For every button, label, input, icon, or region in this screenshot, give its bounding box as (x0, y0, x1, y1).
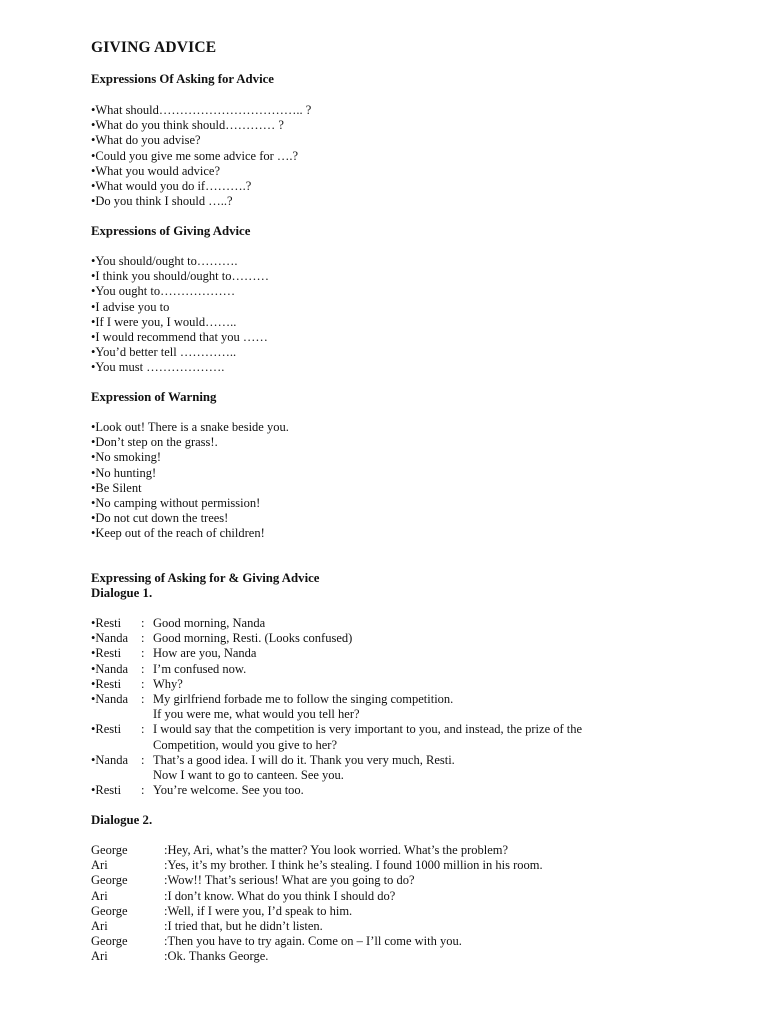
line-text: Good morning, Resti. (Looks confused) (153, 631, 353, 646)
speaker: •Resti (91, 616, 122, 630)
speaker: George (91, 903, 128, 918)
giving-list (91, 254, 269, 376)
asking-list (91, 103, 311, 209)
dialogue2-lines (91, 843, 543, 965)
list-item: •Don’t step on the grass!. (91, 435, 218, 450)
separator: : (141, 692, 145, 707)
list-item: •You must ………………. (91, 360, 225, 375)
list-item: •Keep out of the reach of children! (91, 526, 265, 541)
list-item: •Do not cut down the trees! (91, 511, 229, 526)
separator: : (141, 616, 145, 630)
list-item: •Could you give me some advice for ….? (91, 148, 299, 163)
speaker: George (91, 934, 128, 949)
dialogue-line (91, 873, 543, 888)
line-text: That’s a good idea. I will do it. Thank you very much, Resti. (153, 752, 455, 767)
line-text: :I tried that, but he didn’t listen. (164, 918, 323, 933)
separator: : (141, 752, 145, 767)
line-text: :Wow!! That’s serious! What are you going to do? (164, 873, 415, 888)
line-text: You’re welcome. See you too. (153, 783, 304, 798)
line-text: I’m confused now. (153, 661, 247, 676)
speaker: •Resti (91, 783, 122, 798)
dialogue-line (91, 722, 582, 752)
dialogue-line (91, 631, 582, 646)
line-text: Good morning, Nanda (153, 616, 266, 630)
line-text: :Well, if I were you, I’d speak to him. (164, 903, 353, 918)
dialogue-line (91, 843, 543, 858)
speaker: Ari (91, 888, 108, 903)
speaker: •Nanda (91, 752, 128, 767)
line-text: My girlfriend forbade me to follow the singing competition. (153, 692, 454, 707)
separator: : (141, 676, 145, 691)
speaker: •Resti (91, 722, 122, 737)
separator: : (141, 661, 145, 676)
speaker: •Nanda (91, 692, 128, 707)
line-text: How are you, Nanda (153, 646, 257, 661)
line-text: :Yes, it’s my brother. I think he’s stealing. I found 1000 million in his room. (164, 858, 543, 873)
list-item: •I think you should/ought to……… (91, 269, 269, 284)
line-text: :Then you have to try again. Come on – I’ll come with you. (164, 934, 462, 949)
dialogue-line (91, 692, 582, 722)
list-item: •What would you do if……….? (91, 178, 252, 193)
speaker: George (91, 843, 128, 857)
speaker: George (91, 873, 128, 888)
list-item: •You’d better tell ………….. (91, 345, 237, 360)
dialogue-line (91, 753, 582, 783)
dialogue-line (91, 662, 582, 677)
speaker: Ari (91, 918, 108, 933)
dialogue-line (91, 646, 582, 661)
line-text: I would say that the competition is very important to you, and instead, the prize of the (153, 722, 583, 737)
list-item: •You ought to……………… (91, 284, 236, 299)
line-text: :Hey, Ari, what’s the matter? You look worried. What’s the problem? (164, 843, 509, 857)
dialogue1-heading: Expressing of Asking for & Giving Advice (91, 571, 320, 585)
line-text: Now I want to go to canteen. See you. (153, 767, 344, 782)
giving-heading: Expressions of Giving Advice (91, 224, 251, 238)
line-text: Competition, would you give to her? (153, 737, 338, 752)
speaker: •Nanda (91, 661, 128, 676)
list-item: •What do you advise? (91, 133, 201, 148)
list-item: •I advise you to (91, 299, 170, 314)
dialogue1-lines (91, 616, 582, 798)
speaker: •Resti (91, 646, 122, 661)
page-title: GIVING ADVICE (91, 39, 217, 56)
list-item: •I would recommend that you …… (91, 329, 268, 344)
list-item: •If I were you, I would…….. (91, 314, 237, 329)
separator: : (141, 631, 145, 646)
list-item: •What should…………………………….. ? (91, 103, 312, 117)
separator: : (141, 722, 145, 737)
dialogue-line (91, 616, 582, 631)
list-item: •No camping without permission! (91, 495, 261, 510)
list-item: •What do you think should………… ? (91, 118, 284, 133)
list-item: •Look out! There is a snake beside you. (91, 420, 289, 434)
dialogue-line (91, 889, 543, 904)
list-item: •Do you think I should …..? (91, 194, 233, 209)
dialogue-line (91, 783, 582, 798)
asking-heading: Expressions Of Asking for Advice (91, 72, 274, 86)
warning-list (91, 420, 289, 542)
speaker: •Resti (91, 676, 122, 691)
list-item: •What you would advice? (91, 163, 220, 178)
warning-heading: Expression of Warning (91, 390, 217, 404)
speaker: •Nanda (91, 631, 128, 646)
list-item: •You should/ought to………. (91, 254, 238, 268)
separator: : (141, 646, 145, 661)
dialogue-line (91, 919, 543, 934)
separator: : (141, 783, 145, 798)
dialogue2-heading: Dialogue 2. (91, 813, 153, 827)
dialogue-line (91, 949, 543, 964)
dialogue-line (91, 934, 543, 949)
speaker: Ari (91, 858, 108, 873)
dialogue-line (91, 677, 582, 692)
dialogue-line (91, 858, 543, 873)
line-text: :Ok. Thanks George. (164, 949, 269, 964)
list-item: •No smoking! (91, 450, 162, 465)
list-item: •No hunting! (91, 465, 157, 480)
dialogue-line (91, 904, 543, 919)
list-item: •Be Silent (91, 480, 142, 495)
line-text: Why? (153, 676, 183, 691)
line-text: :I don’t know. What do you think I should do? (164, 888, 396, 903)
dialogue1-subheading: Dialogue 1. (91, 586, 153, 600)
speaker: Ari (91, 949, 108, 964)
line-text: If you were me, what would you tell her? (153, 707, 360, 722)
